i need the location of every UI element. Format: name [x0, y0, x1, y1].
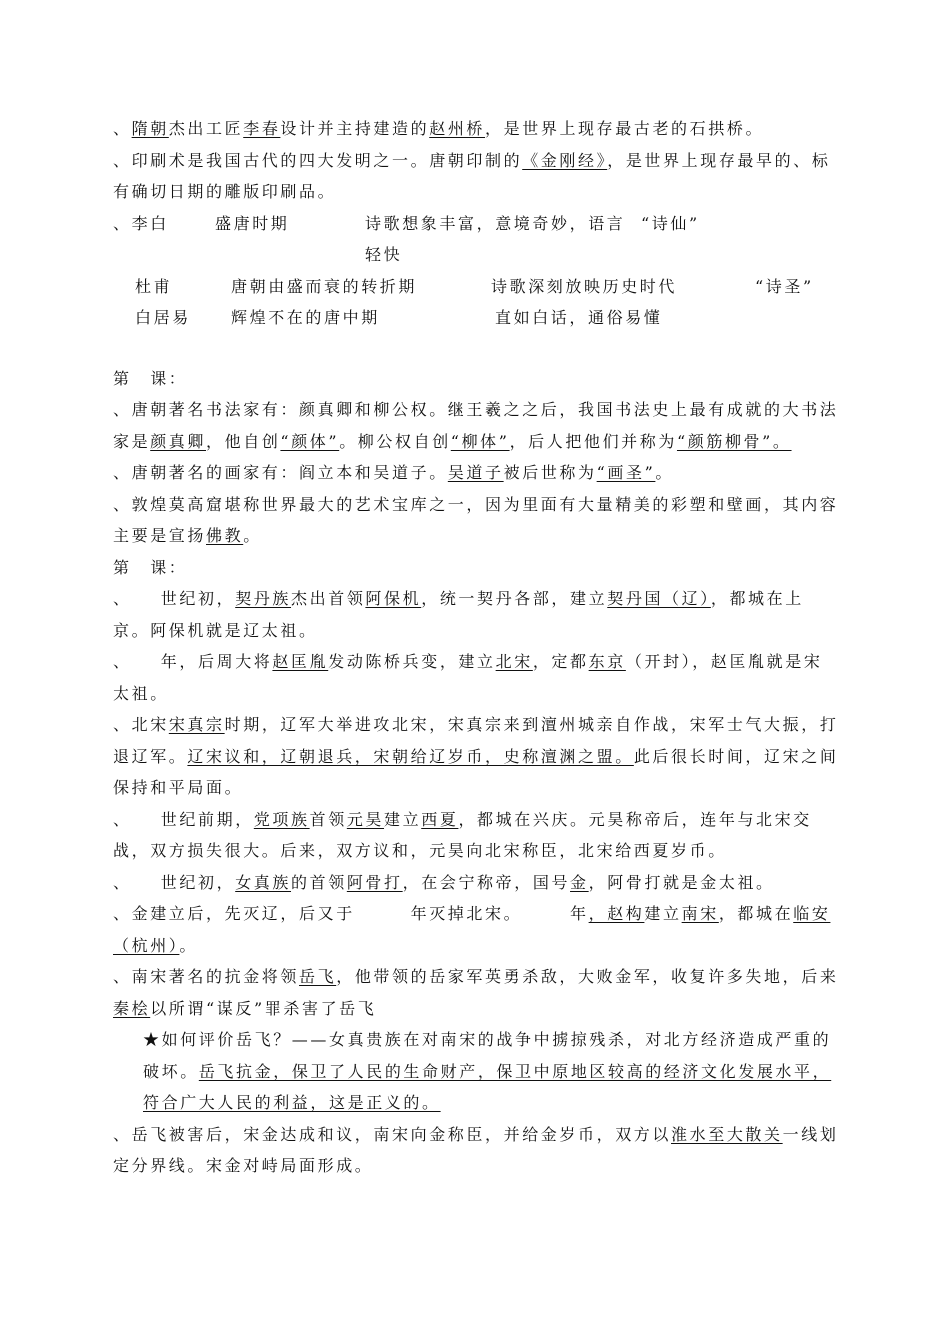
text: 一线划定分界线。宋金对峙局面形成。	[113, 1124, 839, 1175]
underlined-term: 南宋	[681, 904, 719, 923]
paragraph-zhaozhou-bridge	[113, 113, 840, 145]
underlined-term: 岳飞	[299, 967, 337, 986]
underlined-term: “颜体”	[280, 431, 340, 451]
poet-period: 辉煌不在的唐中期	[231, 308, 380, 327]
underlined-term: “颜筋柳骨”。	[676, 431, 792, 451]
text: ，是世界上现存最早的、标有确切日期的雕版印刷品。	[113, 150, 831, 201]
underlined-term: 阿骨打	[346, 872, 403, 892]
paragraph-painters	[113, 457, 840, 489]
paragraph-western-xia	[113, 804, 840, 867]
paragraph-khitan	[113, 583, 840, 646]
text: 建立	[384, 809, 422, 829]
underlined-term: 吴道子	[447, 463, 504, 482]
text: ，统一契丹各部，建立	[421, 589, 608, 608]
paragraph-northern-song	[113, 646, 840, 709]
paragraph-printing	[113, 145, 840, 208]
poet-row	[113, 302, 840, 334]
poet-period: 盛唐时期	[215, 213, 290, 233]
underlined-term: 党项族	[253, 809, 310, 829]
underlined-term: 元昊	[346, 809, 385, 829]
text: ，在会宁称帝，国号	[402, 872, 571, 892]
text: 首领	[309, 809, 347, 829]
underlined-term: 北宋	[495, 652, 533, 671]
text: ，他自创	[206, 431, 281, 451]
poet-style: 诗歌深刻放映历史时代	[491, 276, 678, 296]
paragraph-southern-song	[113, 898, 840, 961]
lesson-heading: 第 课：	[113, 557, 188, 577]
text: ，都城在上京。阿保机就是辽太祖。	[113, 589, 804, 640]
poet-name: 杜甫	[135, 276, 173, 296]
text: ，都城在	[718, 904, 794, 923]
text: 、	[113, 119, 132, 138]
poet-name: 、李白	[113, 213, 169, 233]
text: 。柳公权自创	[339, 431, 451, 451]
paragraph-chanyuan	[113, 709, 840, 804]
text: 建立	[644, 904, 682, 923]
underlined-term: ，赵构	[588, 904, 645, 923]
paragraph-song-jin-border	[113, 1119, 840, 1182]
underlined-term: 佛教	[206, 526, 244, 545]
underlined-term: 岳飞抗金，保卫了人民的生命财产，保卫中原地区较高的经济文化发展水平，符合广大人民的利益，这是正义的。	[143, 1061, 832, 1112]
underlined-term: 《金刚经》	[522, 150, 608, 170]
poet-period: 唐朝由盛而衰的转折期	[231, 276, 418, 296]
text: 、敦煌莫高窟堪称世界最大的艺术宝库之一，因为里面有大量精美的彩塑和壁画，其内容主要是宣扬	[113, 494, 839, 545]
text: 的首领	[291, 872, 347, 892]
underlined-term: 辽宋议和，辽朝退兵，宋朝给辽岁币，史称澶渊之盟。	[187, 746, 634, 766]
text: 、 世纪初，	[113, 589, 236, 608]
document-page	[113, 113, 840, 1182]
underlined-term: 西夏	[421, 809, 459, 829]
text: 。	[243, 526, 262, 545]
text: 以所谓“谋反”罪杀害了岳飞	[150, 998, 377, 1018]
poet-title: “诗圣”	[755, 276, 814, 296]
underlined-term: 秦桧	[113, 998, 151, 1018]
spacer	[113, 334, 840, 363]
text: 发动陈桥兵变，建立	[328, 652, 496, 671]
text: 、印刷术是我国古代的四大发明之一。唐朝印制的	[113, 150, 523, 170]
text: 、唐朝著名书法家有：颜真卿和柳公权。继王羲之之后，我国书法史上最有成就的大书法家是	[113, 400, 839, 451]
text: 。	[655, 463, 675, 482]
text: 、 世纪初，	[113, 872, 236, 892]
text: 、 年，后周大将	[113, 652, 273, 671]
text: 。	[179, 935, 199, 955]
text: 设计并主持建造的	[280, 119, 430, 138]
underlined-term: 东京	[588, 652, 626, 671]
poet-row	[113, 208, 840, 271]
underlined-term: 李春	[243, 119, 281, 138]
paragraph-jurchen	[113, 867, 840, 899]
text: 、岳飞被害后，宋金达成和议，南宋向金称臣，并给金岁币，双方以	[113, 1124, 672, 1144]
text: 杰出工匠	[168, 119, 244, 138]
poet-name: 白居易	[135, 308, 191, 327]
underlined-term: 赵州桥	[429, 119, 486, 138]
lesson-heading: 第 课：	[113, 368, 188, 388]
text: （开封），赵匡胤就是宋太祖。	[113, 652, 823, 703]
underlined-term: 宋真宗	[168, 715, 225, 734]
underlined-term: 契丹国（辽）	[607, 589, 711, 608]
underlined-term: 颜真卿	[150, 431, 207, 451]
underlined-term: 隋朝	[131, 119, 169, 138]
text: ★如何评价岳飞？——女真贵族在对南宋的战争中掳掠残杀，对北方经济造成严重的破坏。	[143, 1030, 832, 1081]
text: 杰出首领	[291, 589, 366, 608]
underlined-term: 淮水至大散关	[671, 1124, 783, 1144]
text: 、北宋	[113, 715, 169, 734]
paragraph-yue-fei	[113, 961, 840, 1024]
text: ，他带领的岳家军英勇杀敌，大败金军，收复许多失地，后来	[336, 967, 839, 986]
underlined-term: “画圣”	[596, 463, 656, 482]
underlined-term: 女真族	[235, 872, 292, 892]
text: ，都城在兴庆。元昊称帝后，连年与北宋交战，双方损失很大。后来，双方议和，元昊向北宋称臣，北宋给西夏岁币。	[113, 809, 812, 860]
poet-style: 诗歌想象丰富，意境奇妙，语言轻快	[365, 213, 626, 264]
text: ，是世界上现存最古老的石拱桥。	[485, 119, 765, 138]
poet-row	[113, 271, 840, 303]
underlined-term: 金	[570, 872, 589, 892]
paragraph-evaluate-yue-fei	[113, 1024, 840, 1119]
text: 、 世纪前期，	[113, 809, 254, 829]
text: 被后世称为	[503, 463, 597, 482]
underlined-term: 临安（杭州）	[113, 904, 831, 955]
paragraph-calligraphy	[113, 394, 840, 457]
text: 时期，辽军大举进攻北宋，宋真宗来到澶州城亲自作战，宋军士气大振，打退辽军。	[113, 715, 839, 766]
text: ，定都	[532, 652, 589, 671]
text: ，后人把他们并称为	[509, 431, 677, 451]
text: 此后很长时间，辽宋之间保持和平局面。	[113, 746, 839, 797]
text: 、唐朝著名的画家有：阎立本和吴道子。	[113, 463, 448, 482]
text: ，阿骨打就是金太祖。	[588, 872, 775, 892]
underlined-term: 赵匡胤	[272, 652, 329, 671]
underlined-term: “柳体”	[450, 431, 510, 451]
poet-style: 直如白话，通俗易懂	[495, 308, 663, 327]
underlined-term: 阿保机	[365, 589, 422, 608]
text: 、金建立后，先灭辽，后又于 年灭掉北宋。 年	[113, 904, 589, 923]
paragraph-dunhuang	[113, 489, 840, 552]
underlined-term: 契丹族	[235, 589, 292, 608]
poet-title: “诗仙”	[641, 213, 700, 233]
text: 、南宋著名的抗金将领	[113, 967, 300, 986]
